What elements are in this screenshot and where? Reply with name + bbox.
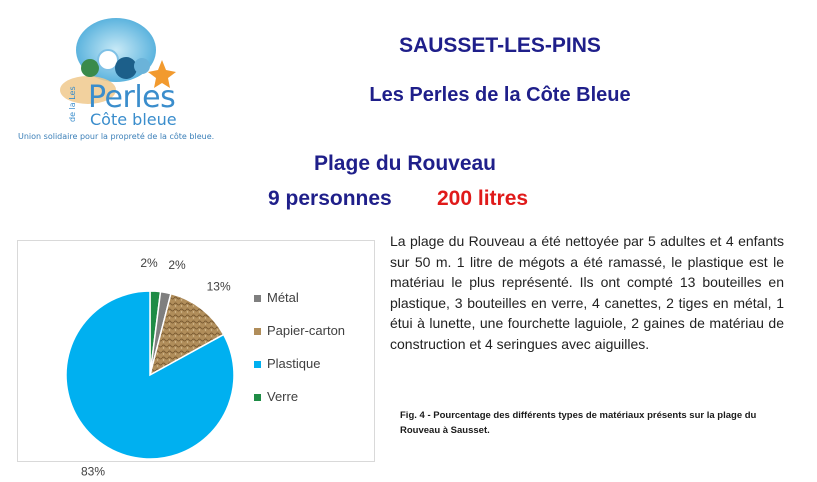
logo-brand-sub: Côte bleue xyxy=(90,110,177,129)
legend-swatch-verre xyxy=(254,394,261,401)
description-text: La plage du Rouveau a été nettoyée par 5 adultes et 4 enfants sur 50 m. 1 litre de mégots a été ramassé, le plastique est le matériau le plus représenté. Ils ont compté 13 bouteilles en plastique, 3 bouteilles en verre, 4 canettes, 2 tiges en métal, 1 étui à lunette, une fourchette laguiole, 2 gaines de matériau de construction et 4 seringues avec aiguilles. xyxy=(390,233,784,352)
pie-label-papier-carton: 13% xyxy=(206,279,231,294)
figure-caption: Fig. 4 - Pourcentage des différents types de matériaux présents sur la plage du Rouveau à Sausset. xyxy=(400,410,757,436)
legend-swatch-métal xyxy=(254,295,261,302)
pie-chart xyxy=(17,240,375,479)
association-title: Les Perles de la Côte Bleue xyxy=(369,84,631,106)
city-title: SAUSSET-LES-PINS xyxy=(399,34,601,57)
legend-label-plastique: Plastique xyxy=(267,356,321,371)
legend-swatch-plastique xyxy=(254,361,261,368)
people-count: 9 personnes xyxy=(268,187,392,210)
legend-label-papier-carton: Papier-carton xyxy=(267,323,346,338)
logo-brand-main: Perles xyxy=(88,80,176,115)
logo-tagline: Union solidaire pour la propreté de la côte bleue. xyxy=(18,132,215,141)
pie-label-métal: 2% xyxy=(168,257,186,272)
legend-label-métal: Métal xyxy=(267,290,299,305)
pie-chart-svg xyxy=(18,241,376,479)
logo-side-text: de la Les xyxy=(68,86,77,122)
legend-swatch-papier-carton xyxy=(254,328,261,335)
legend-label-verre: Verre xyxy=(267,389,299,404)
pie-label-plastique: 83% xyxy=(80,464,106,479)
pie-label-verre: 2% xyxy=(140,256,158,271)
volume-total: 200 litres xyxy=(437,187,529,210)
beach-name: Plage du Rouveau xyxy=(313,152,497,175)
logo xyxy=(18,10,218,150)
